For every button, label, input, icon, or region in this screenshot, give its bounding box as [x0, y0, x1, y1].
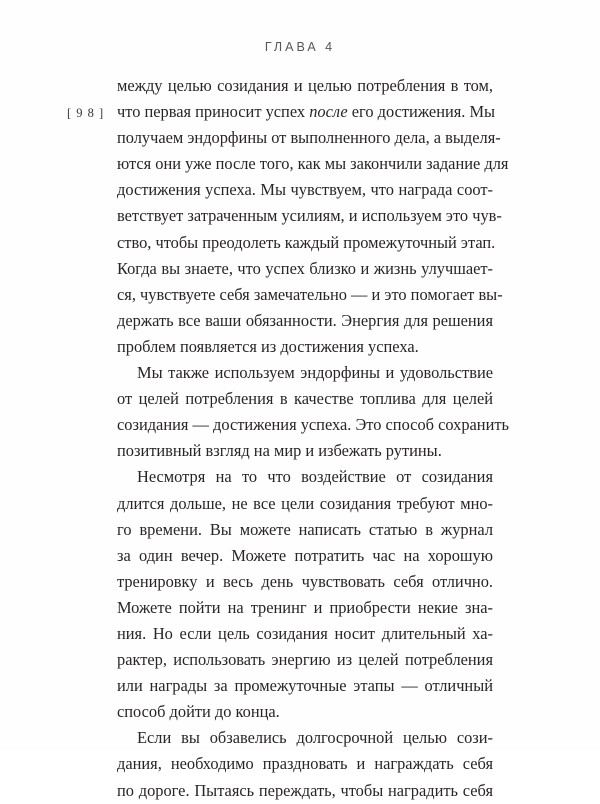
body-text — [117, 73, 509, 804]
text-line: за один вечер. Можете потратить час на хорошую — [117, 545, 493, 565]
text-line: держать все ваши обязанности. Энергия для решения — [117, 310, 493, 330]
text-run: что первая приносит успех — [117, 102, 310, 122]
text-line: между целью созидания и целью потребления в том, — [117, 76, 493, 95]
text-line: ния. Но если цель созидания носит длительный ха- — [117, 623, 493, 643]
text-line: ся, чувствуете себя замечательно — и это помогает вы- — [117, 284, 503, 304]
text-line: проблем появляется из достижения успеха. — [117, 336, 419, 356]
text-line: или награды за промежуточные этапы — отличный — [117, 676, 493, 696]
text-line: дания, необходимо праздновать и награждать себя — [117, 754, 493, 774]
text-line: позитивный взгляд на мир и избежать рутины. — [117, 441, 442, 461]
text-line: достижения успеха. Мы чувствуем, что награда соот- — [117, 180, 493, 200]
text-line: ветствует затраченным усилиям, и используем это чув- — [117, 206, 502, 226]
paragraph — [117, 464, 493, 725]
text-line: способ дойти до конца. — [117, 702, 280, 722]
text-line: Мы также используем эндорфины и удовольствие — [137, 363, 493, 383]
text-line: Когда вы знаете, что успех близко и жизнь улучшает- — [117, 258, 493, 278]
text-line: по дороге. Пытаясь переждать, чтобы наградить себя — [117, 780, 493, 800]
running-head: ГЛАВА 4 — [264, 40, 336, 54]
text-line: Можете пойти на тренинг и приобрести некие зна- — [117, 597, 493, 617]
text-line: рактер, использовать энергию из целей потребления — [117, 650, 493, 670]
text-line: го времени. Вы можете написать статью в журнал — [117, 519, 493, 539]
paragraph — [117, 360, 509, 464]
text-line: созидания — достижения успеха. Это способ сохранить — [117, 415, 509, 435]
text-line: длится дольше, не все цели созидания требуют мно- — [117, 493, 493, 513]
italic-emphasis: после — [309, 102, 348, 122]
paragraph — [117, 73, 509, 360]
text-line: тренировку и весь день чувствовать себя отлично. — [117, 571, 493, 591]
page-number: [ 9 8 ] — [67, 106, 105, 120]
text-line: ются они уже после того, как мы закончили задание для — [117, 154, 509, 174]
text-line: ство, чтобы преодолеть каждый промежуточный этап. — [117, 232, 496, 252]
text-line: получаем эндорфины от выполненного дела, а выделя- — [117, 128, 501, 148]
text-line: от целей потребления в качестве топлива для целей — [117, 389, 493, 409]
paragraph — [117, 725, 493, 803]
text-line — [117, 99, 496, 125]
text-run: его достижения. Мы — [347, 102, 496, 122]
text-line: Несмотря на то что воздействие от созидания — [137, 467, 493, 487]
text-line: Если вы обзавелись долгосрочной целью сози- — [137, 728, 493, 748]
